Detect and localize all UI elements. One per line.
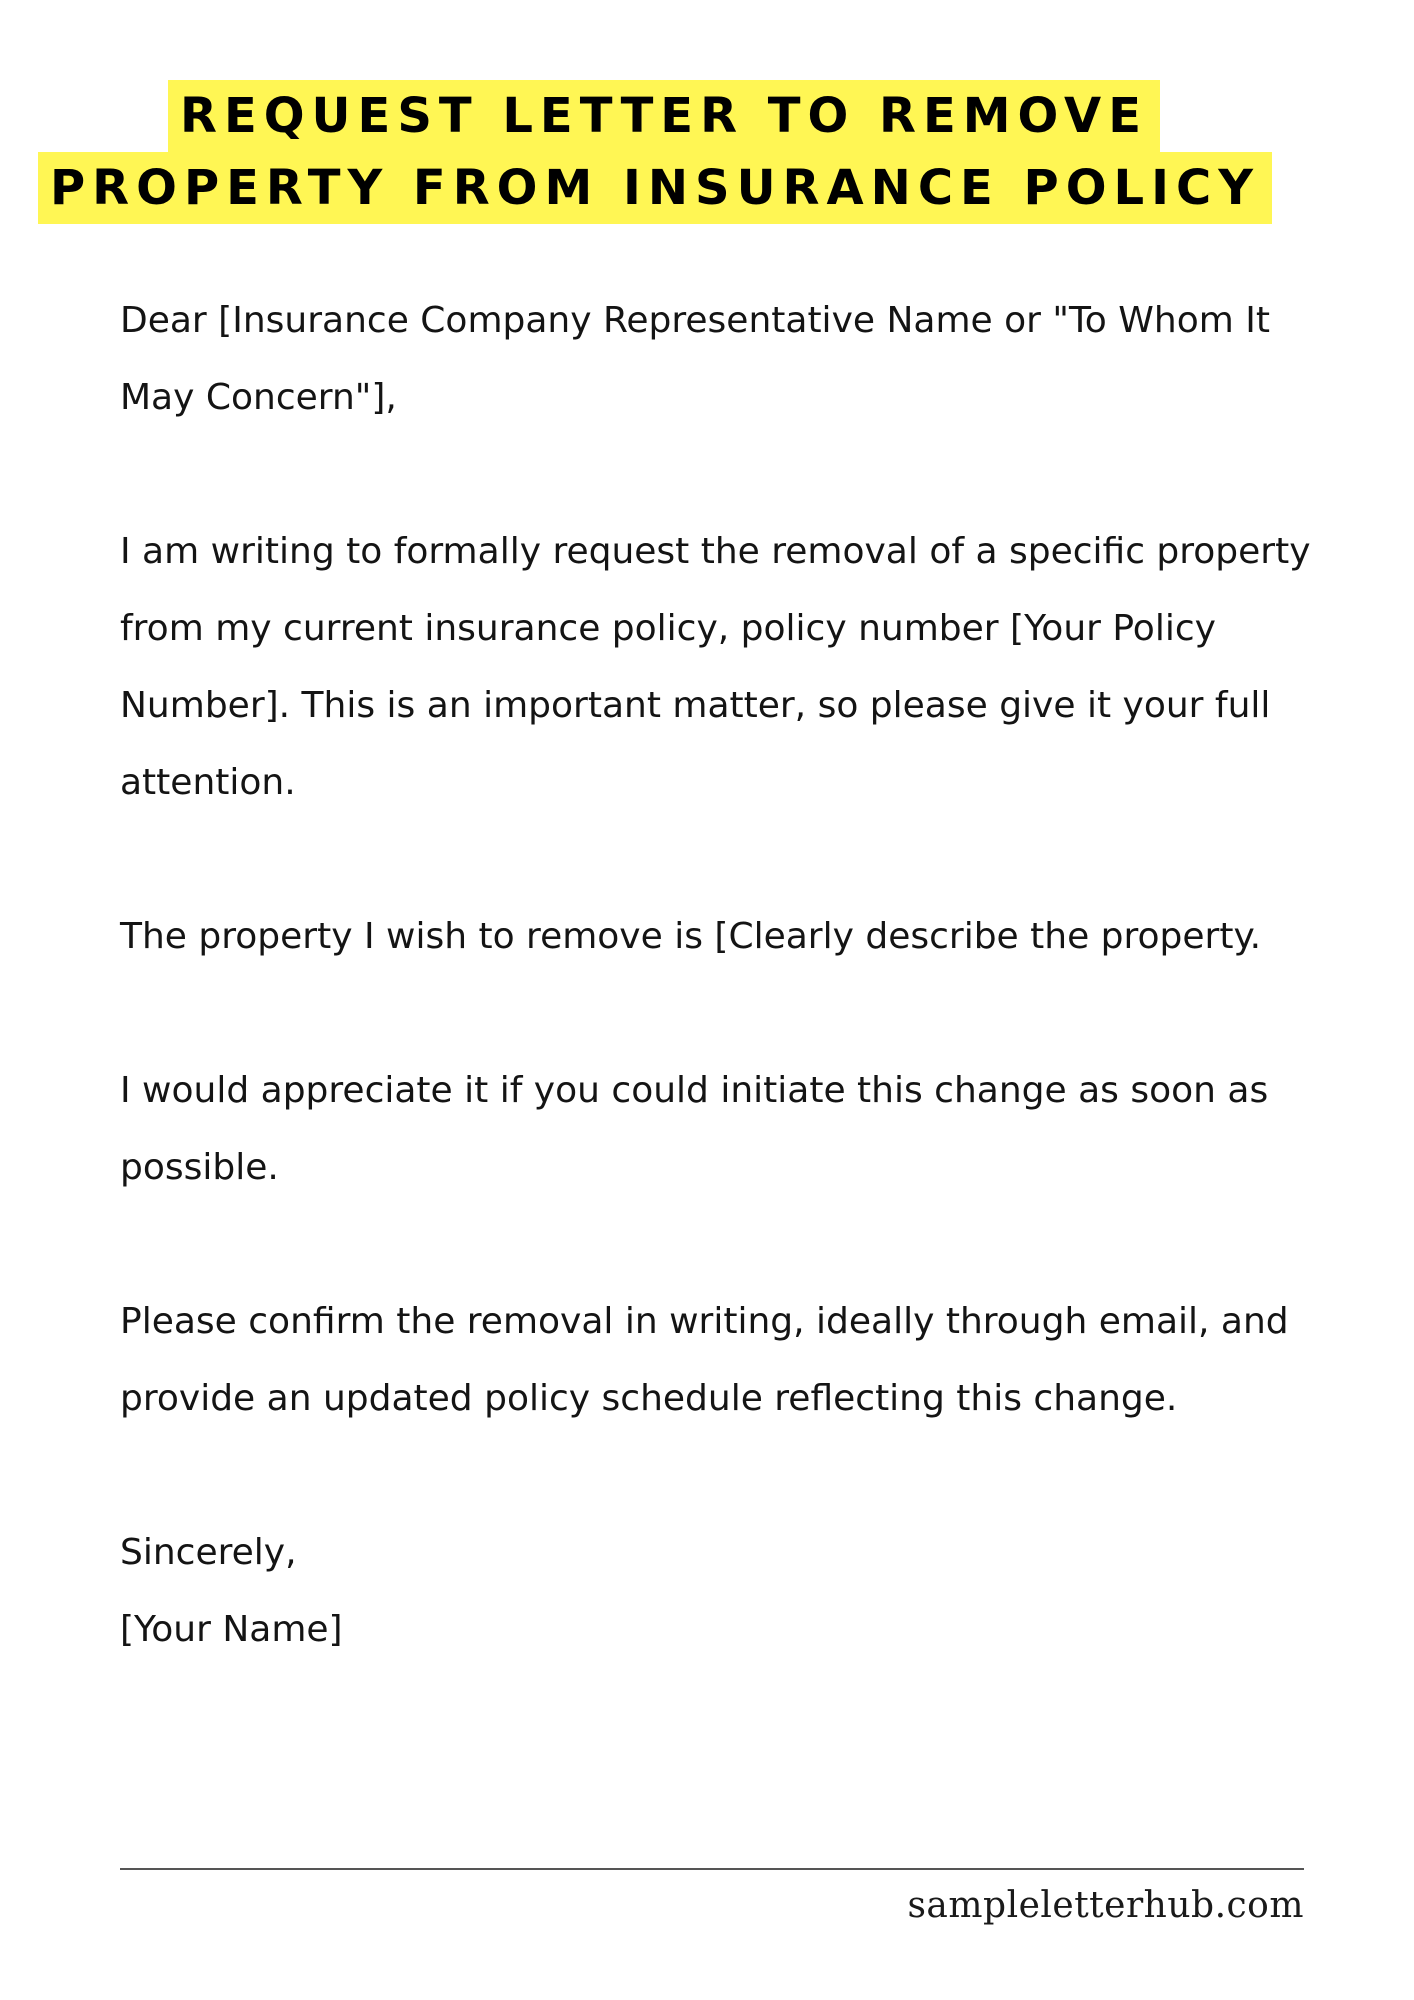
paragraph-property: The property I wish to remove is [Clearly describe the property. — [120, 916, 1262, 957]
paragraph-timing: I would appreciate it if you could initiate this change as soon as possible. — [120, 1070, 1269, 1188]
title-line-2: PROPERTY FROM INSURANCE POLICY — [38, 152, 1272, 224]
signature-name: [Your Name] — [120, 1609, 343, 1650]
footer-divider — [120, 1868, 1304, 1870]
closing: Sincerely, — [120, 1532, 297, 1573]
paragraph-confirmation: Please confirm the removal in writing, ideally through email, and provide an updated policy schedule reflecting this change. — [120, 1301, 1289, 1419]
title-line-1: REQUEST LETTER TO REMOVE — [168, 80, 1160, 152]
salutation: Dear [Insurance Company Representative Name or "To Whom It May Concern"], — [120, 300, 1270, 418]
paragraph-request: I am writing to formally request the removal of a specific property from my current insurance policy, policy number [Your Policy Number]. This is an important matter, so please give it your full attention. — [120, 531, 1311, 803]
signoff — [120, 1514, 1350, 1668]
footer-site-link[interactable]: sampleletterhub.com — [907, 1885, 1304, 1926]
letter-body — [120, 282, 1350, 1668]
